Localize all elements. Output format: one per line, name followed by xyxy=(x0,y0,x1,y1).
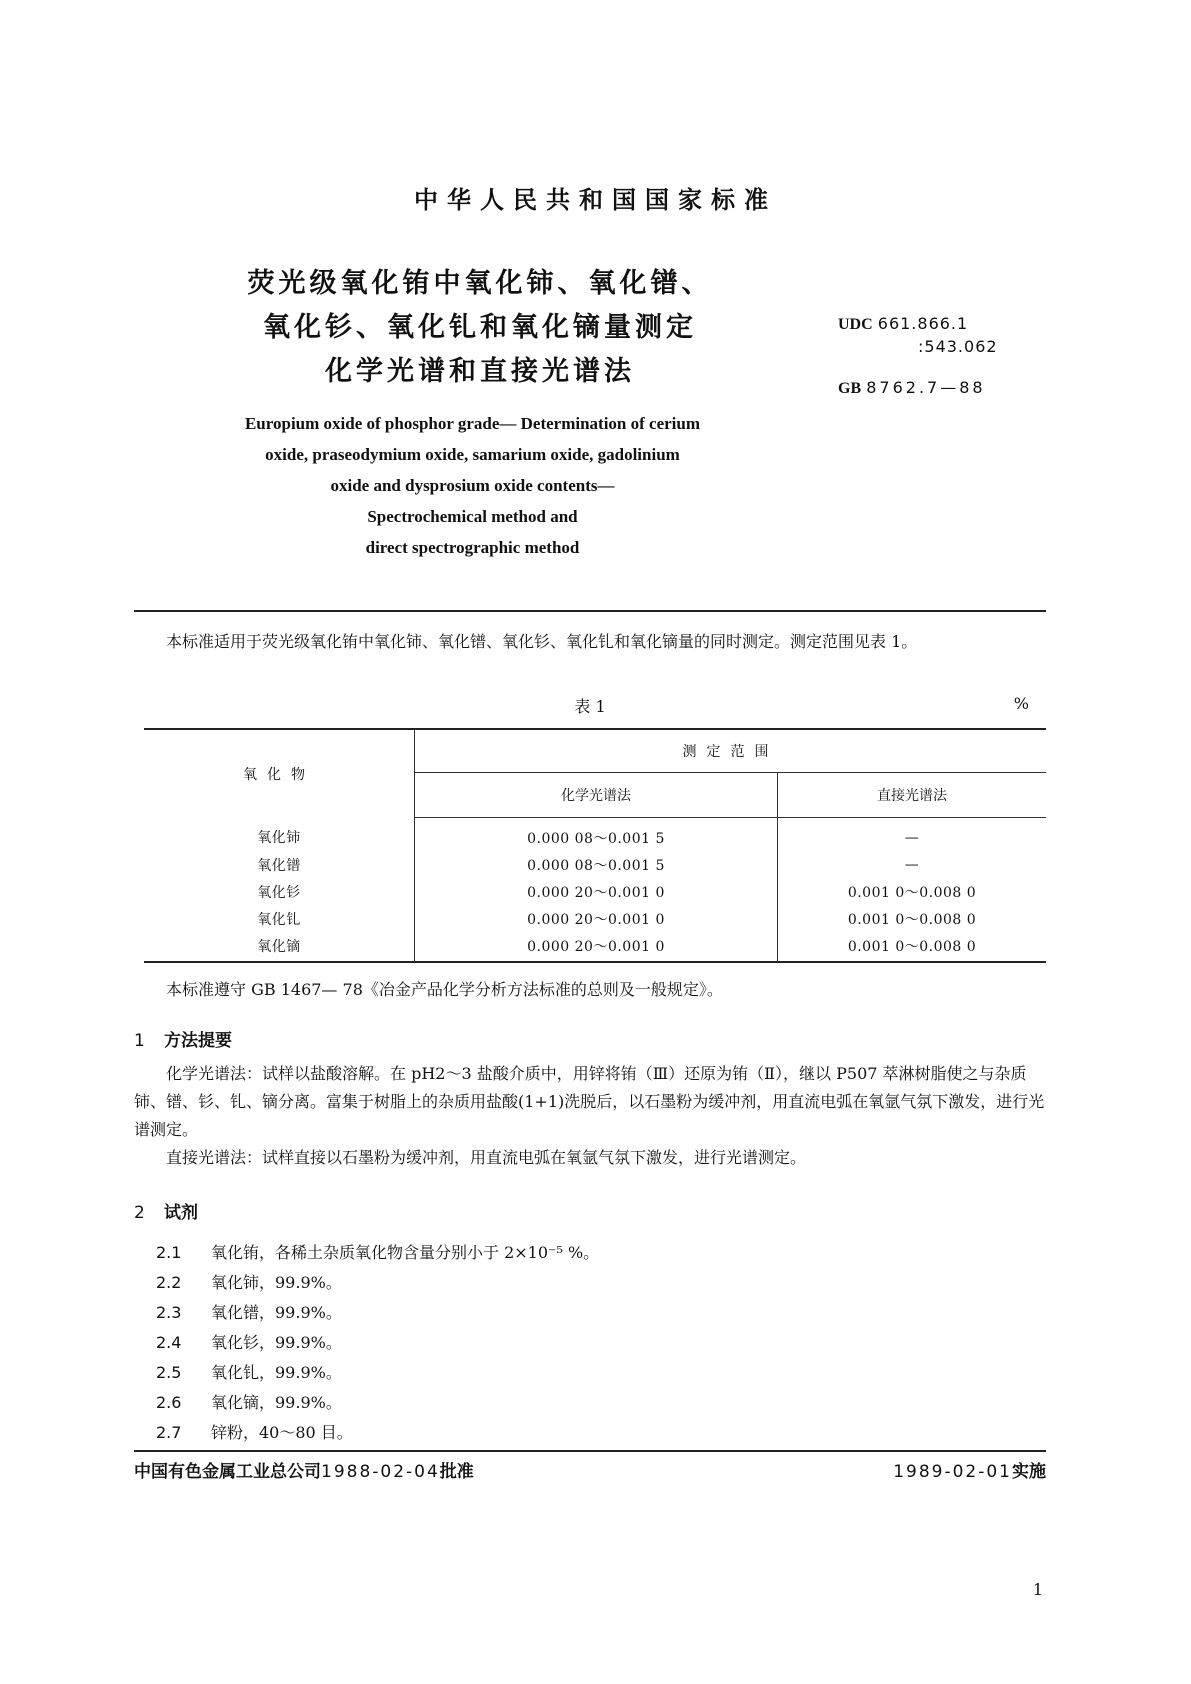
cell-direct: 0.001 0～0.008 0 xyxy=(847,911,977,928)
section-number: 2 xyxy=(134,1203,145,1223)
issuer: 中国有色金属工业总公司 xyxy=(134,1462,321,1482)
table-caption: 表 1 xyxy=(574,697,606,716)
english-title-line: Europium oxide of phosphor grade— Determination of cerium xyxy=(244,414,701,433)
approval-info xyxy=(134,1457,474,1482)
chinese-title xyxy=(230,262,730,394)
cell-chem: 0.000 08～0.001 5 xyxy=(415,851,778,878)
gb-label: GB xyxy=(838,380,862,397)
reagent-list xyxy=(156,1238,599,1448)
chinese-title-line: 荧光级氧化铕中氧化铈、氧化镨、 xyxy=(247,268,713,299)
cell-chem: 0.000 20～0.001 0 xyxy=(415,878,778,905)
cell-chem: 0.000 20～0.001 0 xyxy=(415,932,778,962)
udc-line1: 661.866.1 xyxy=(877,314,969,333)
cell-oxide: 氧化钐 xyxy=(144,878,415,905)
list-item: 2.2 氧化铈，99.9%。 xyxy=(156,1273,342,1292)
cell-chem: 0.000 08～0.001 5 xyxy=(415,818,778,852)
page-number: 1 xyxy=(1032,1580,1043,1599)
chinese-title-line: 化学光谱和直接光谱法 xyxy=(325,356,635,387)
gb-number: 8762.7—88 xyxy=(866,378,986,397)
section-number: 1 xyxy=(134,1031,145,1051)
section-1-heading xyxy=(134,1026,232,1051)
list-item: 2.4 氧化钐，99.9%。 xyxy=(156,1333,342,1352)
section-title: 方法提要 xyxy=(164,1031,232,1051)
effective-info xyxy=(893,1457,1046,1482)
method-summary-chem: 化学光谱法：试样以盐酸溶解。在 pH2～3 盐酸介质中，用锌将铕（Ⅲ）还原为铕（Ⅱ），继以 P507 萃淋树脂使之与杂质铈、镨、钐、钆、镝分离。富集于树脂上的杂质用盐酸(1+1)洗脱后，以石墨粉为缓冲剂，用直流电弧在氧氩气氛下激发，进行光谱测定。 xyxy=(134,1064,1045,1139)
english-title-line: oxide and dysprosium oxide contents— xyxy=(330,476,615,495)
udc-label: UDC xyxy=(838,316,873,333)
list-item: 2.7 锌粉，40～80 目。 xyxy=(156,1423,353,1442)
list-item: 2.1 氧化铕，各稀土杂质氧化物含量分别小于 2×10⁻⁵ %。 xyxy=(156,1243,600,1262)
cell-direct: 0.001 0～0.008 0 xyxy=(847,884,977,901)
header-oxide: 氧化物 xyxy=(144,729,415,818)
english-title-line: Spectrochemical method and xyxy=(367,507,578,526)
header-direct-method: 直接光谱法 xyxy=(778,773,1047,818)
compliance-paragraph: 本标准遵守 GB 1467— 78《冶金产品化学分析方法标准的总则及一般规定》。 xyxy=(166,980,723,999)
header-divider xyxy=(134,610,1046,612)
table-unit: % xyxy=(1013,694,1029,713)
cell-oxide: 氧化镨 xyxy=(144,851,415,878)
chinese-title-line: 氧化钐、氧化钆和氧化镝量测定 xyxy=(263,312,697,343)
list-item: 2.3 氧化镨，99.9%。 xyxy=(156,1303,342,1322)
english-title-line: oxide, praseodymium oxide, samarium oxide, gadolinium xyxy=(265,445,680,464)
cell-direct: — xyxy=(904,856,920,873)
scope-paragraph: 本标准适用于荧光级氧化铕中氧化铈、氧化镨、氧化钐、氧化钆和氧化镝量的同时测定。测定范围见表 1。 xyxy=(166,632,918,651)
english-title-line: direct spectrographic method xyxy=(365,538,580,557)
cell-oxide: 氧化铈 xyxy=(144,818,415,852)
effective-date: 1989-02-01 xyxy=(893,1462,1012,1482)
list-item: 2.6 氧化镝，99.9%。 xyxy=(156,1393,342,1412)
table-row xyxy=(144,932,1046,962)
table-row xyxy=(144,818,1046,852)
english-title xyxy=(200,408,745,563)
cell-direct: 0.001 0～0.008 0 xyxy=(778,932,1047,962)
header-chem-method: 化学光谱法 xyxy=(415,773,778,818)
table-row xyxy=(144,905,1046,932)
gb-code xyxy=(838,378,986,398)
table-row xyxy=(144,878,1046,905)
footer-divider xyxy=(134,1450,1046,1452)
udc-line2: :543.062 xyxy=(918,337,998,356)
section-2-heading xyxy=(134,1198,198,1223)
measurement-range-table xyxy=(144,728,1046,963)
method-summary-direct: 直接光谱法：试样直接以石墨粉为缓冲剂，用直流电弧在氧氩气氛下激发，进行光谱测定。 xyxy=(166,1148,807,1167)
header-range: 测定范围 xyxy=(415,729,1047,773)
table-row xyxy=(144,851,1046,878)
cell-chem: 0.000 20～0.001 0 xyxy=(415,905,778,932)
approval-label: 批准 xyxy=(439,1462,474,1482)
cell-direct: — xyxy=(904,829,920,846)
effective-label: 实施 xyxy=(1012,1462,1046,1482)
udc-code xyxy=(838,313,998,358)
standard-name: 中华人民共和国国家标准 xyxy=(414,186,777,214)
cell-oxide: 氧化钆 xyxy=(144,905,415,932)
approval-date: 1988-02-04 xyxy=(321,1462,440,1482)
list-item: 2.5 氧化钆，99.9%。 xyxy=(156,1363,342,1382)
section-title: 试剂 xyxy=(164,1203,198,1223)
cell-oxide: 氧化镝 xyxy=(144,932,415,962)
